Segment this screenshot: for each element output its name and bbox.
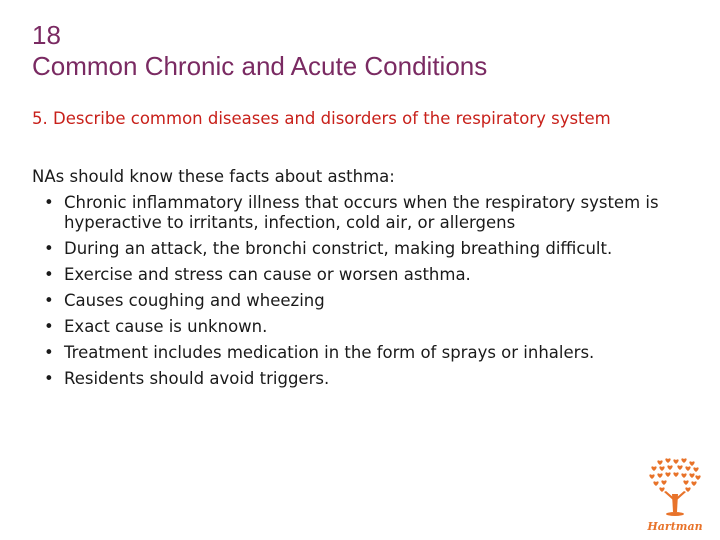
bullet-icon: • <box>44 239 54 258</box>
bullet-icon: • <box>44 317 54 336</box>
list-item <box>42 239 697 259</box>
heart-leaf-icon <box>653 481 658 486</box>
intro-text: NAs should know these facts about asthma: <box>32 167 395 186</box>
list-item <box>42 343 697 363</box>
heart-leaf-icon <box>681 473 686 478</box>
heart-leaf-icon <box>659 487 664 492</box>
heart-leaf-icon <box>691 481 696 486</box>
heart-leaf-icon <box>693 467 698 472</box>
heart-leaf-icon <box>667 465 672 470</box>
heart-leaf-icon <box>665 472 670 477</box>
bullet-icon: • <box>44 369 54 388</box>
list-item-text: Exact cause is unknown. <box>64 317 268 336</box>
heart-leaf-icon <box>689 461 694 466</box>
heart-leaf-icon <box>657 460 662 465</box>
heart-leaf-icon <box>685 487 690 492</box>
asthma-facts-list <box>42 193 697 395</box>
list-item <box>42 291 697 311</box>
chapter-number: 18 <box>32 20 61 50</box>
list-item-text: Causes coughing and wheezing <box>64 291 325 310</box>
heart-leaf-icon <box>661 480 666 485</box>
list-item <box>42 369 697 389</box>
list-item-text: Chronic inflammatory illness that occurs when the respiratory system is hyperactive to irritants, infection, cold air, or allergens <box>64 193 659 232</box>
chapter-title: Common Chronic and Acute Conditions <box>32 51 488 81</box>
list-item <box>42 193 697 233</box>
heart-leaf-icon <box>649 474 654 479</box>
bullet-icon: • <box>44 291 54 310</box>
heart-leaf-icon <box>659 466 664 471</box>
heart-leaf-icon <box>673 459 678 464</box>
heart-leaf-icon <box>685 466 690 471</box>
list-item-text: Residents should avoid triggers. <box>64 369 330 388</box>
heart-leaf-icon <box>689 473 694 478</box>
bullet-icon: • <box>44 343 54 362</box>
hartman-logo <box>640 456 710 536</box>
chapter-header <box>32 20 487 82</box>
list-item-text: Exercise and stress can cause or worsen asthma. <box>64 265 471 284</box>
bullet-icon: • <box>44 265 54 284</box>
heart-leaf-icon <box>657 473 662 478</box>
hartman-tree-icon <box>640 456 710 536</box>
heart-leaf-icon <box>681 458 686 463</box>
heart-leaf-icon <box>665 458 670 463</box>
heart-leaf-icon <box>651 466 656 471</box>
bullet-icon: • <box>44 193 54 212</box>
list-item-text: Treatment includes medication in the form of sprays or inhalers. <box>64 343 595 362</box>
list-item <box>42 265 697 285</box>
logo-wordmark: Hartman <box>647 520 703 533</box>
list-item <box>42 317 697 337</box>
heart-leaf-icon <box>695 475 700 480</box>
learning-objective: 5. Describe common diseases and disorders of the respiratory system <box>32 109 611 128</box>
list-item-text: During an attack, the bronchi constrict, making breathing difficult. <box>64 239 613 258</box>
heart-leaf-icon <box>677 465 682 470</box>
heart-leaf-icon <box>673 472 678 477</box>
heart-leaf-icon <box>683 480 688 485</box>
